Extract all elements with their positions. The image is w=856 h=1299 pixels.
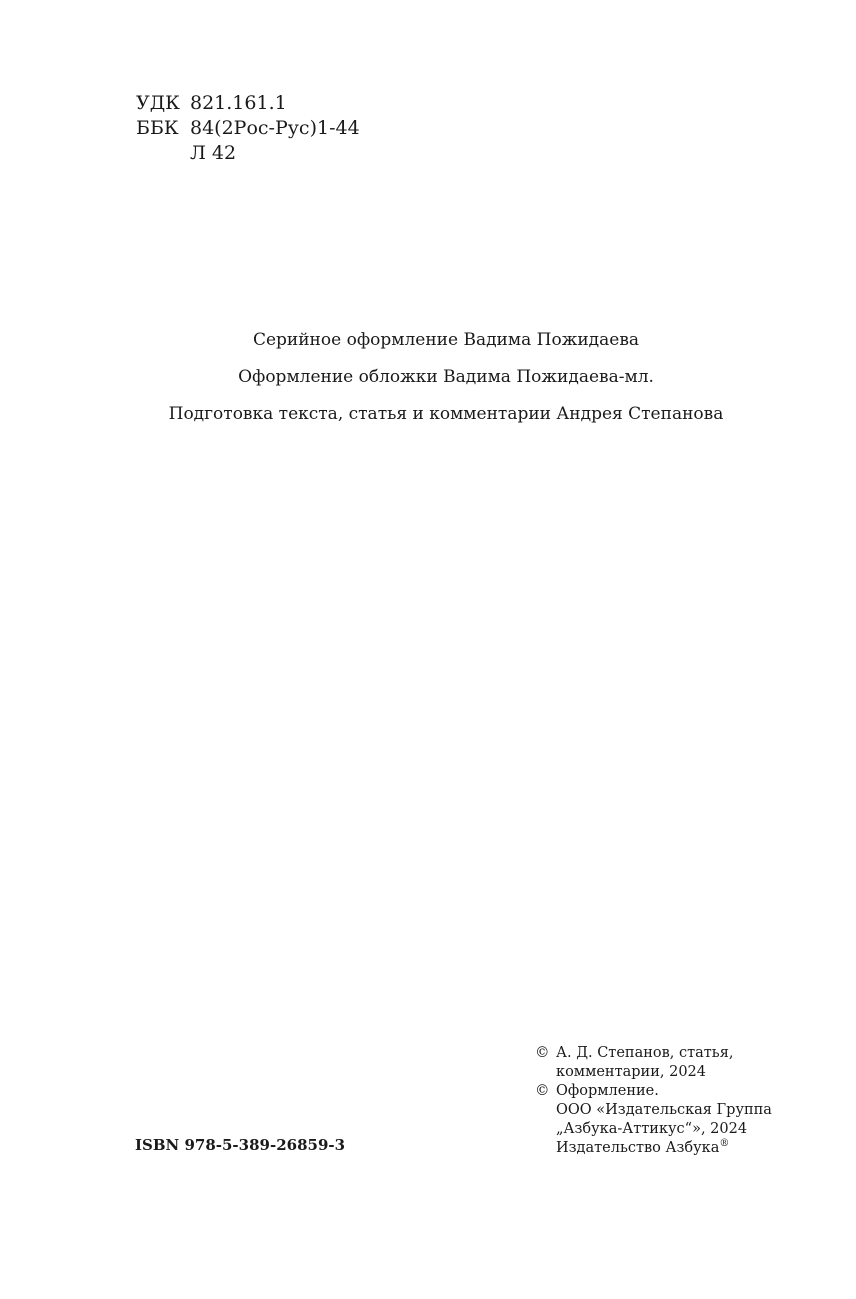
copyright-entry-design — [535, 1082, 772, 1158]
bbk-label: ББК — [136, 117, 179, 139]
udk-label: УДК — [136, 92, 180, 114]
credit-cover-design: Оформление обложки Вадима Пожидаева-мл. — [238, 367, 654, 387]
udk-row — [136, 91, 360, 116]
publisher-name: Издательство Азбука — [556, 1140, 720, 1156]
copyright-symbol: © — [535, 1083, 550, 1099]
copyright-line: А. Д. Степанов, статья, — [556, 1045, 734, 1061]
registered-mark: ® — [719, 1138, 730, 1150]
author-mark: Л 42 — [190, 142, 237, 164]
classification-block — [136, 91, 360, 166]
copyright-line: Оформление. — [556, 1083, 659, 1099]
author-mark-spacer — [136, 141, 190, 166]
credit-text-preparation: Подготовка текста, статья и комментарии Андрея Степанова — [168, 404, 724, 424]
bbk-value: 84(2Рос-Рус)1-44 — [190, 117, 360, 139]
publisher-line — [556, 1139, 772, 1158]
credit-series-design: Серийное оформление Вадима Пожидаева — [252, 330, 640, 350]
copyright-block — [535, 1044, 772, 1158]
bbk-row — [136, 116, 360, 141]
isbn: ISBN 978-5-389-26859-3 — [135, 1136, 346, 1154]
copyright-line: ООО «Издательская Группа — [556, 1102, 772, 1118]
copyright-line: комментарии, 2024 — [556, 1064, 706, 1080]
copyright-entry-article — [535, 1044, 772, 1082]
copyright-line: „Азбука-Аттикус“», 2024 — [556, 1121, 748, 1137]
credits-block — [0, 322, 856, 433]
udk-value: 821.161.1 — [190, 92, 287, 114]
copyright-symbol: © — [535, 1045, 550, 1061]
author-mark-row — [136, 141, 360, 166]
